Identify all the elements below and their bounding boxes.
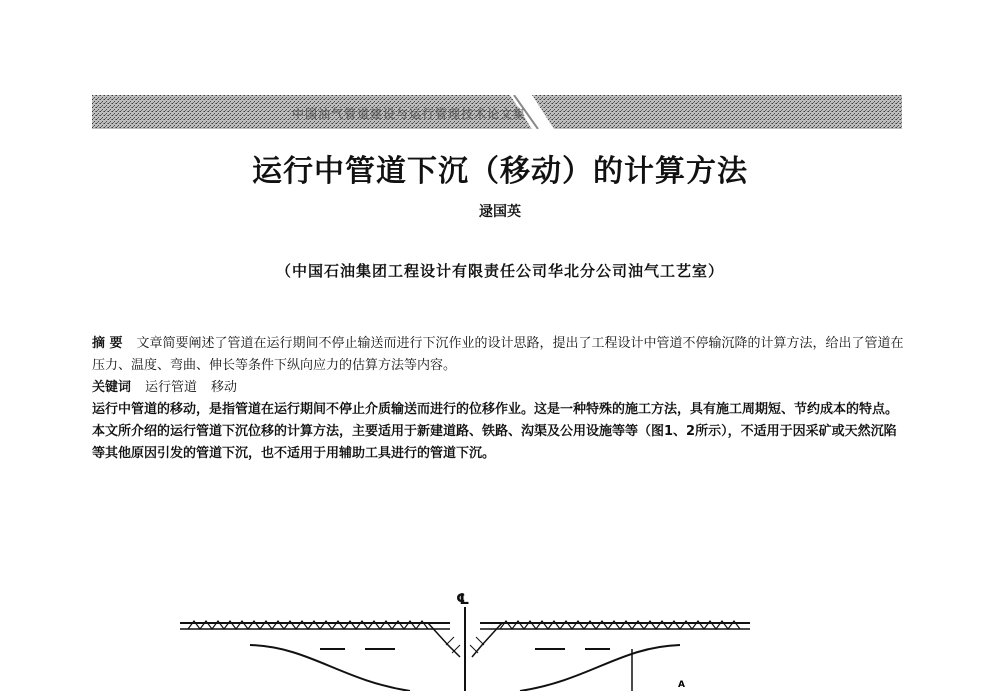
pipe-curve-left <box>250 645 410 691</box>
abstract-text: 文章简要阐述了管道在运行期间不停止输送而进行下沉作业的设计思路，提出了工程设计中管道不停输沉降的计算方法，给出了管道在压力、温度、弯曲、伸长等条件下纵向应力的估算方法等内容。 <box>92 336 904 373</box>
abstract-paragraph <box>92 333 904 377</box>
header-banner <box>92 95 902 129</box>
author-affiliation: （中国石油集团工程设计有限责任公司华北分公司油气工艺室） <box>275 262 724 280</box>
keywords-line <box>92 377 904 399</box>
centerline-symbol: ℄ <box>456 590 470 608</box>
keyword-1: 运行管道 <box>145 380 198 395</box>
keyword-2: 移动 <box>211 380 238 395</box>
ditch-left-wall <box>428 623 460 657</box>
pipeline-figure <box>180 585 760 691</box>
pipe-curve-right <box>520 645 680 691</box>
banner-text: 中国油气管道建设与运行管理技术论文集 <box>292 107 527 121</box>
author-name: 逯国英 <box>479 204 521 220</box>
abstract-label: 摘 要 <box>92 336 123 351</box>
keywords-label: 关键词 <box>92 380 132 395</box>
dimension-label: A <box>678 680 685 690</box>
article-body <box>92 333 904 465</box>
article-title: 运行中管道下沉（移动）的计算方法 <box>252 154 748 189</box>
body-paragraph-1: 运行中管道的移动，是指管道在运行期间不停止介质输送而进行的位移作业。这是一种特殊的施工方法，具有施工周期短、节约成本的特点。 <box>92 402 899 417</box>
body-paragraph-2: 本文所介绍的运行管道下沉位移的计算方法，主要适用于新建道路、铁路、沟渠及公用设施等等（图1、2所示），不适用于因采矿或天然沉陷等其他原因引发的管道下沉，也不适用于用辅助工具进行的管道下沉。 <box>92 424 897 461</box>
